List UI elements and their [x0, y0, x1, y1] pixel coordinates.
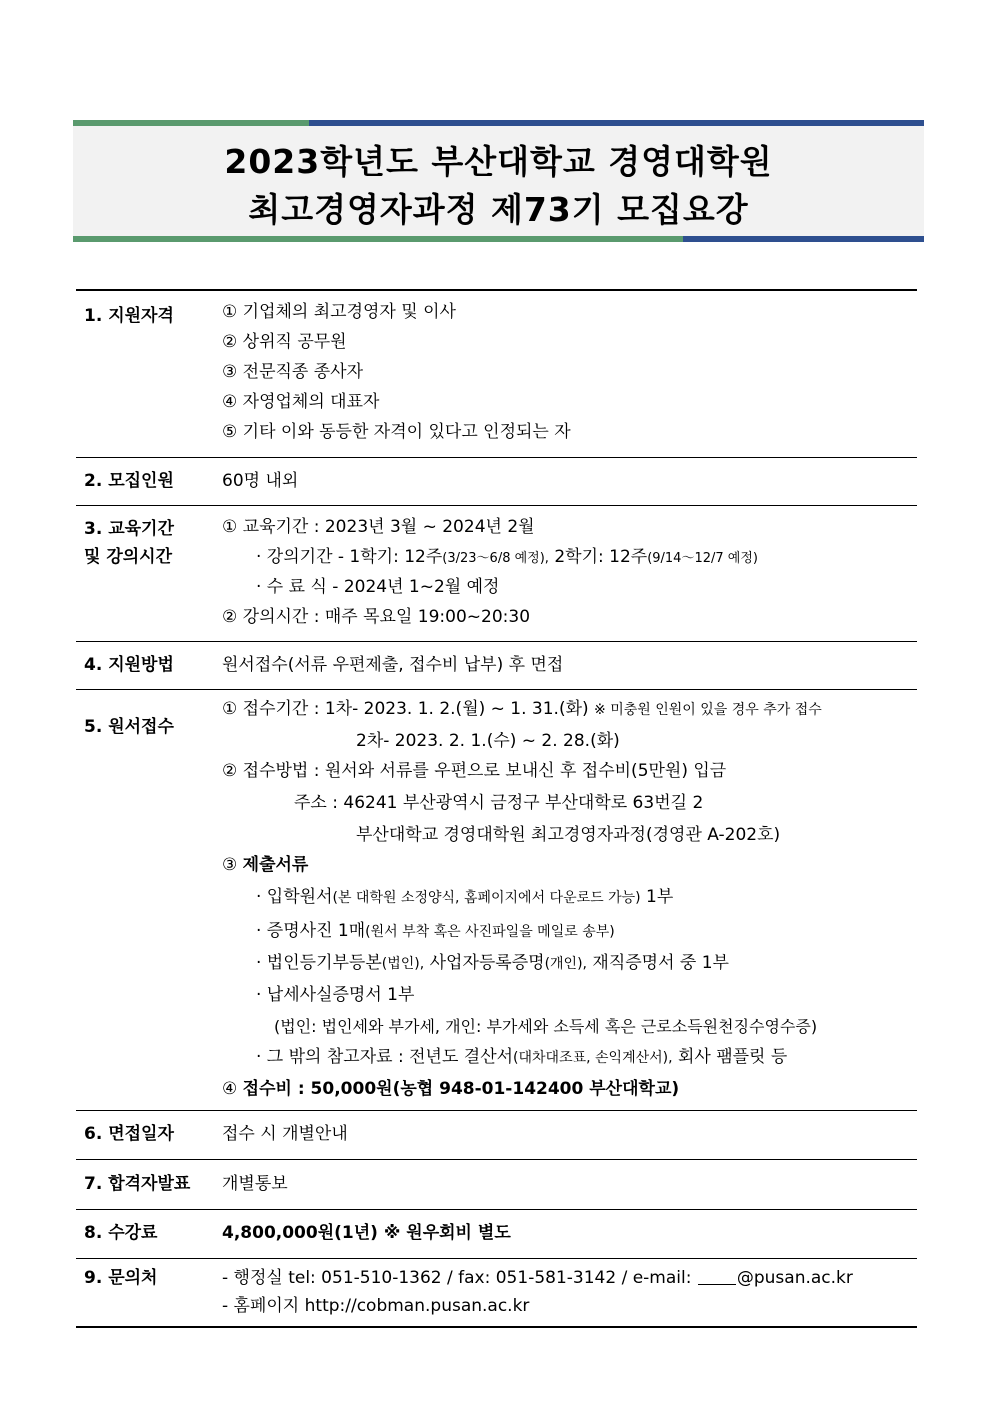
row-education-period [76, 505, 917, 641]
tuition-label: 8. 수강료 [84, 1223, 158, 1243]
contact-email-domain: @pusan.ac.kr [736, 1268, 853, 1288]
receipt-period-note: ※ 미충원 인원이 있을 경우 추가 접수 [594, 702, 822, 718]
row-eligibility [76, 291, 917, 457]
title-line-2: 최고경영자과정 제73기 모집요강 [248, 190, 749, 229]
education-label-1: 3. 교육기간 [84, 519, 174, 539]
documents-heading [222, 852, 308, 878]
application-fee-text: 접수비 : 50,000원(농협 948-01-142400 부산대학교) [242, 1079, 680, 1099]
graduation-ceremony: · 수 료 식 - 2024년 1~2월 예정 [256, 577, 500, 597]
recruitment-label: 2. 모집인원 [84, 471, 174, 491]
doc-reference-note: (대차대조표, 손익계산서), [513, 1050, 673, 1066]
eligibility-item-5: ⑤ 기타 이와 동등한 자격이 있다고 인정되는 자 [222, 422, 571, 442]
doc-tax-certificate-note: (법인: 법인세와 부가세, 개인: 부가세와 소득세 혹은 근로소득원천징수영수증) [274, 1017, 818, 1036]
interview-date-label: 6. 면접일자 [84, 1124, 174, 1144]
doc-photo [256, 918, 615, 945]
announcement-label: 7. 합격자발표 [84, 1174, 191, 1194]
contact-homepage: - 홈페이지 http://cobman.pusan.ac.kr [222, 1296, 530, 1316]
doc-application-form [256, 884, 673, 911]
eligibility-item-1: ① 기업체의 최고경영자 및 이사 [222, 302, 456, 322]
receipt-period-2: 2차- 2023. 2. 1.(수) ~ 2. 28.(화) [356, 731, 620, 751]
lecture-period [256, 544, 758, 572]
application-fee-number: ④ [222, 1079, 243, 1099]
doc-photo-text: · 증명사진 1매 [256, 921, 366, 941]
doc-application-form-count: 1부 [640, 887, 674, 907]
row-recruitment [76, 457, 917, 505]
contact-office-text: - 행정실 tel: 051-510-1362 / fax: 051-581-3142 / e-mail: [222, 1268, 697, 1288]
education-period: ① 교육기간 : 2023년 3월 ~ 2024년 2월 [222, 517, 535, 537]
receipt-method: ② 접수방법 : 원서와 서류를 우편으로 보내신 후 접수비(5만원) 입금 [222, 761, 727, 781]
row-tuition [76, 1209, 917, 1258]
announcement-value: 개별통보 [222, 1174, 288, 1194]
receipt-period-1 [222, 696, 822, 723]
doc-registration-text3: 재직증명서 중 1부 [587, 953, 729, 973]
eligibility-item-2: ② 상위직 공무원 [222, 332, 347, 352]
tuition-value: 4,800,000원(1년) ※ 원우회비 별도 [222, 1223, 511, 1243]
address-line-1: 주소 : 46241 부산광역시 금정구 부산대학로 63번길 2 [294, 793, 704, 813]
eligibility-item-3: ③ 전문직종 종사자 [222, 362, 364, 382]
documents-number: ③ [222, 855, 243, 875]
eligibility-label: 1. 지원자격 [84, 306, 174, 326]
row-interview-date [76, 1110, 917, 1159]
lecture-period-sem2: 2학기: 12주 [548, 547, 648, 567]
title-banner [73, 120, 924, 242]
application-receipt-label: 5. 원서접수 [84, 717, 174, 737]
lecture-period-sem1-dates: (3/23～6/8 예정), [442, 551, 549, 566]
row-application-method [76, 641, 917, 689]
row-announcement [76, 1159, 917, 1209]
lecture-period-text: · 강의기간 - 1학기: 12주 [256, 547, 443, 567]
contact-label: 9. 문의처 [84, 1268, 158, 1288]
doc-application-form-note: (본 대학원 소정양식, 홈페이지에서 다운로드 가능) [332, 890, 641, 906]
lecture-time: ② 강의시간 : 매주 목요일 19:00~20:30 [222, 607, 531, 627]
interview-date-value: 접수 시 개별안내 [222, 1124, 348, 1144]
application-method-value: 원서접수(서류 우편제출, 접수비 납부) 후 면접 [222, 655, 564, 675]
row-application-receipt [76, 689, 917, 1110]
eligibility-item-4: ④ 자영업체의 대표자 [222, 392, 380, 412]
doc-registration-note2: (개인), [544, 956, 587, 972]
doc-registration-text1: · 법인등기부등본 [256, 953, 382, 973]
doc-application-form-text: · 입학원서 [256, 887, 333, 907]
email-blank [698, 1268, 736, 1285]
row-contact [76, 1258, 917, 1326]
doc-registration-note1: (법인), [381, 956, 425, 972]
recruitment-value: 60명 내외 [222, 471, 299, 491]
contact-office [222, 1265, 853, 1291]
doc-tax-certificate: · 납세사실증명서 1부 [256, 985, 415, 1005]
address-line-2: 부산대학교 경영대학원 최고경영자과정(경영관 A-202호) [356, 825, 781, 845]
title-line-1: 2023학년도 부산대학교 경영대학원 [224, 142, 773, 181]
title-top-bar [73, 120, 924, 126]
doc-registration [256, 950, 729, 977]
doc-photo-note: (원서 부착 혹은 사진파일을 메일로 송부) [365, 924, 615, 940]
doc-reference [256, 1044, 787, 1071]
doc-reference-text: · 그 밖의 참고자료 : 전년도 결산서 [256, 1047, 514, 1067]
documents-title: 제출서류 [242, 855, 309, 875]
admission-info-table [76, 289, 917, 1328]
application-fee [222, 1076, 679, 1102]
lecture-period-sem2-dates: (9/14～12/7 예정) [647, 551, 758, 566]
application-method-label: 4. 지원방법 [84, 655, 174, 675]
title-bottom-bar [73, 236, 924, 242]
doc-reference-text2: 회사 팸플릿 등 [672, 1047, 788, 1067]
education-label-2: 및 강의시간 [84, 547, 173, 567]
doc-registration-text2: 사업자등록증명 [424, 953, 545, 973]
receipt-period-1-text: ① 접수기간 : 1차- 2023. 1. 2.(월) ~ 1. 31.(화) [222, 699, 595, 719]
